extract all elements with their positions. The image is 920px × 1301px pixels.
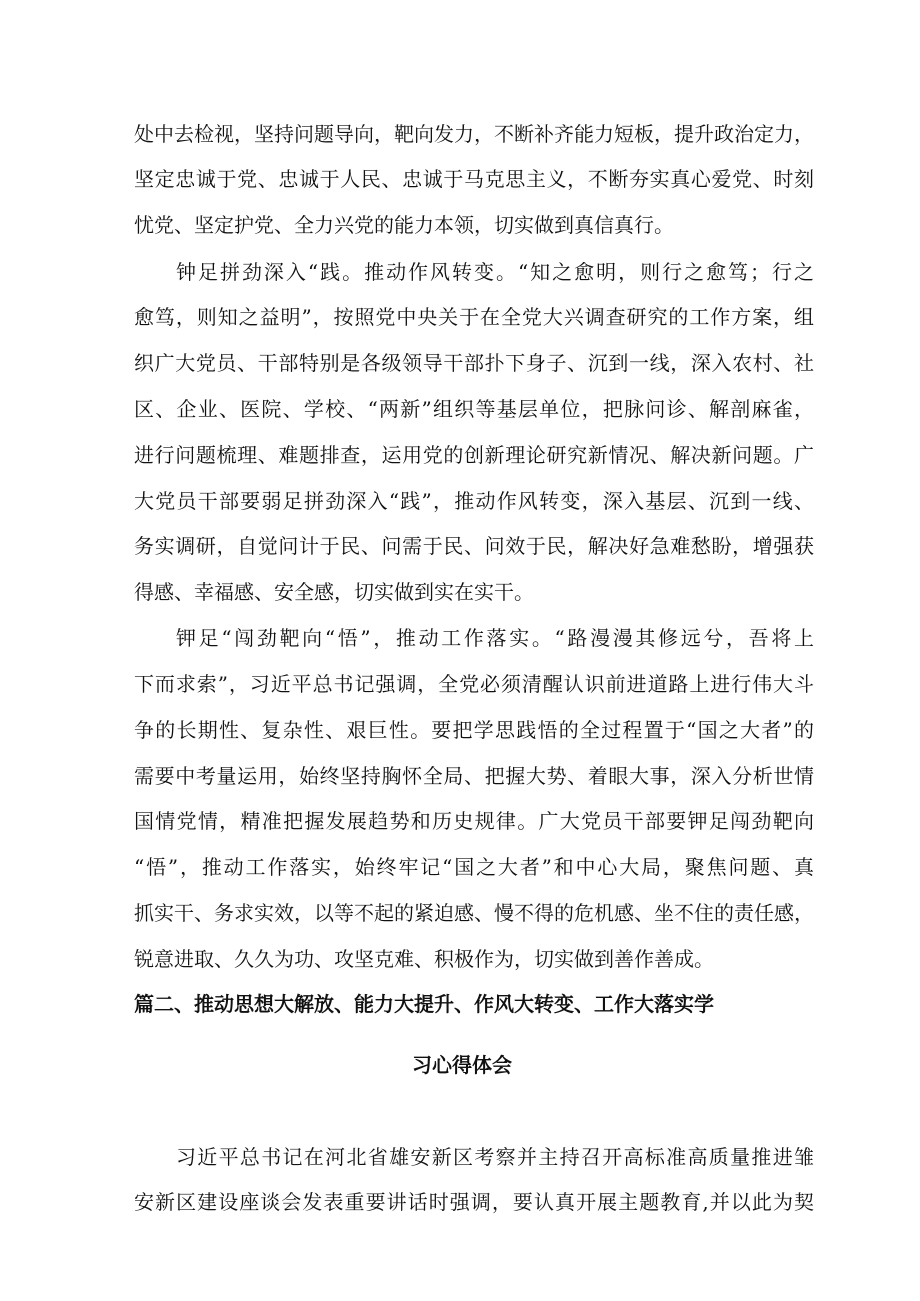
paragraph-1-line-1: 处中去检视，坚持问题导向，靶向发力，不断补齐能力短板，提升政治定力， bbox=[134, 122, 814, 146]
paragraph-3-line-5: 国情党情，精准把握发展趋势和历史规律。广大党员干部要钾足闯劲靶向 bbox=[134, 809, 814, 833]
paragraph-1-line-3: 忧党、坚定护党、全力兴党的能力本领，切实做到真信真行。 bbox=[134, 213, 674, 237]
paragraph-2-line-6: 大党员干部要弱足拼劲深入“践”，推动作风转变，深入基层、沉到一线、 bbox=[134, 489, 814, 513]
paragraph-3-line-3: 争的长期性、复杂性、艰巨性。要把学思践悟的全过程置于“国之大者”的 bbox=[134, 718, 814, 742]
paragraph-2-line-2: 愈笃，则知之益明”，按照党中央关于在全党大兴调查研究的工作方案，组 bbox=[134, 305, 814, 329]
section-heading-line-1: 篇二、推动思想大解放、能力大提升、作风大转变、工作大落实学 bbox=[134, 992, 714, 1016]
paragraph-4-line-1: 习近平总书记在河北省雄安新区考察并主持召开高标准高质量推进雏 bbox=[176, 1145, 814, 1169]
paragraph-2-line-4: 区、企业、医院、学校、“两新”组织等基层单位，把脉问诊、解剖麻雀， bbox=[134, 397, 814, 421]
paragraph-3-line-1: 钾足“闯劲靶向“悟”，推动工作落实。“路漫漫其修远兮，吾将上 bbox=[176, 626, 814, 650]
paragraph-2-line-5: 进行问题梳理、难题排查，运用党的创新理论研究新情况、解决新问题。广 bbox=[134, 443, 814, 467]
paragraph-2-line-7: 务实调研，自觉问计于民、问需于民、问效于民，解决好急难愁盼，增强获 bbox=[134, 534, 814, 558]
paragraph-3-line-6: “悟”，推动工作落实，始终牢记“国之大者”和中心大局，聚焦问题、真 bbox=[134, 855, 814, 879]
paragraph-2-line-8: 得感、幸福感、安全感，切实做到实在实干。 bbox=[134, 580, 534, 604]
paragraph-2-line-1: 钟足拼劲深入“践。推动作风转变。“知之愈明，则行之愈笃；行之 bbox=[176, 260, 814, 284]
paragraph-1-line-2: 坚定忠诚于党、忠诚于人民、忠诚于马克思主义，不断夯实真心爱党、时刻 bbox=[134, 167, 814, 191]
section-heading-line-2: 习心得体会 bbox=[412, 1053, 512, 1077]
paragraph-3-line-2: 下而求索”，习近平总书记强调，全党必须清醒认识前进道路上进行伟大斗 bbox=[134, 672, 814, 696]
paragraph-3-line-8: 锐意进取、久久为功、攻坚克难、积极作为，切实做到善作善成。 bbox=[134, 947, 714, 971]
paragraph-2-line-3: 织广大党员、干部特别是各级领导干部扑下身子、沉到一线，深入农村、社 bbox=[134, 351, 814, 375]
paragraph-3-line-7: 抓实干、务求实效，以等不起的紧迫感、慢不得的危机感、坐不住的责任感， bbox=[134, 901, 814, 925]
paragraph-4-line-2: 安新区建设座谈会发表重要讲话时强调，要认真开展主题教育,并以此为契 bbox=[134, 1190, 814, 1214]
paragraph-3-line-4: 需要中考量运用，始终坚持胸怀全局、把握大势、着眼大事，深入分析世情 bbox=[134, 764, 814, 788]
